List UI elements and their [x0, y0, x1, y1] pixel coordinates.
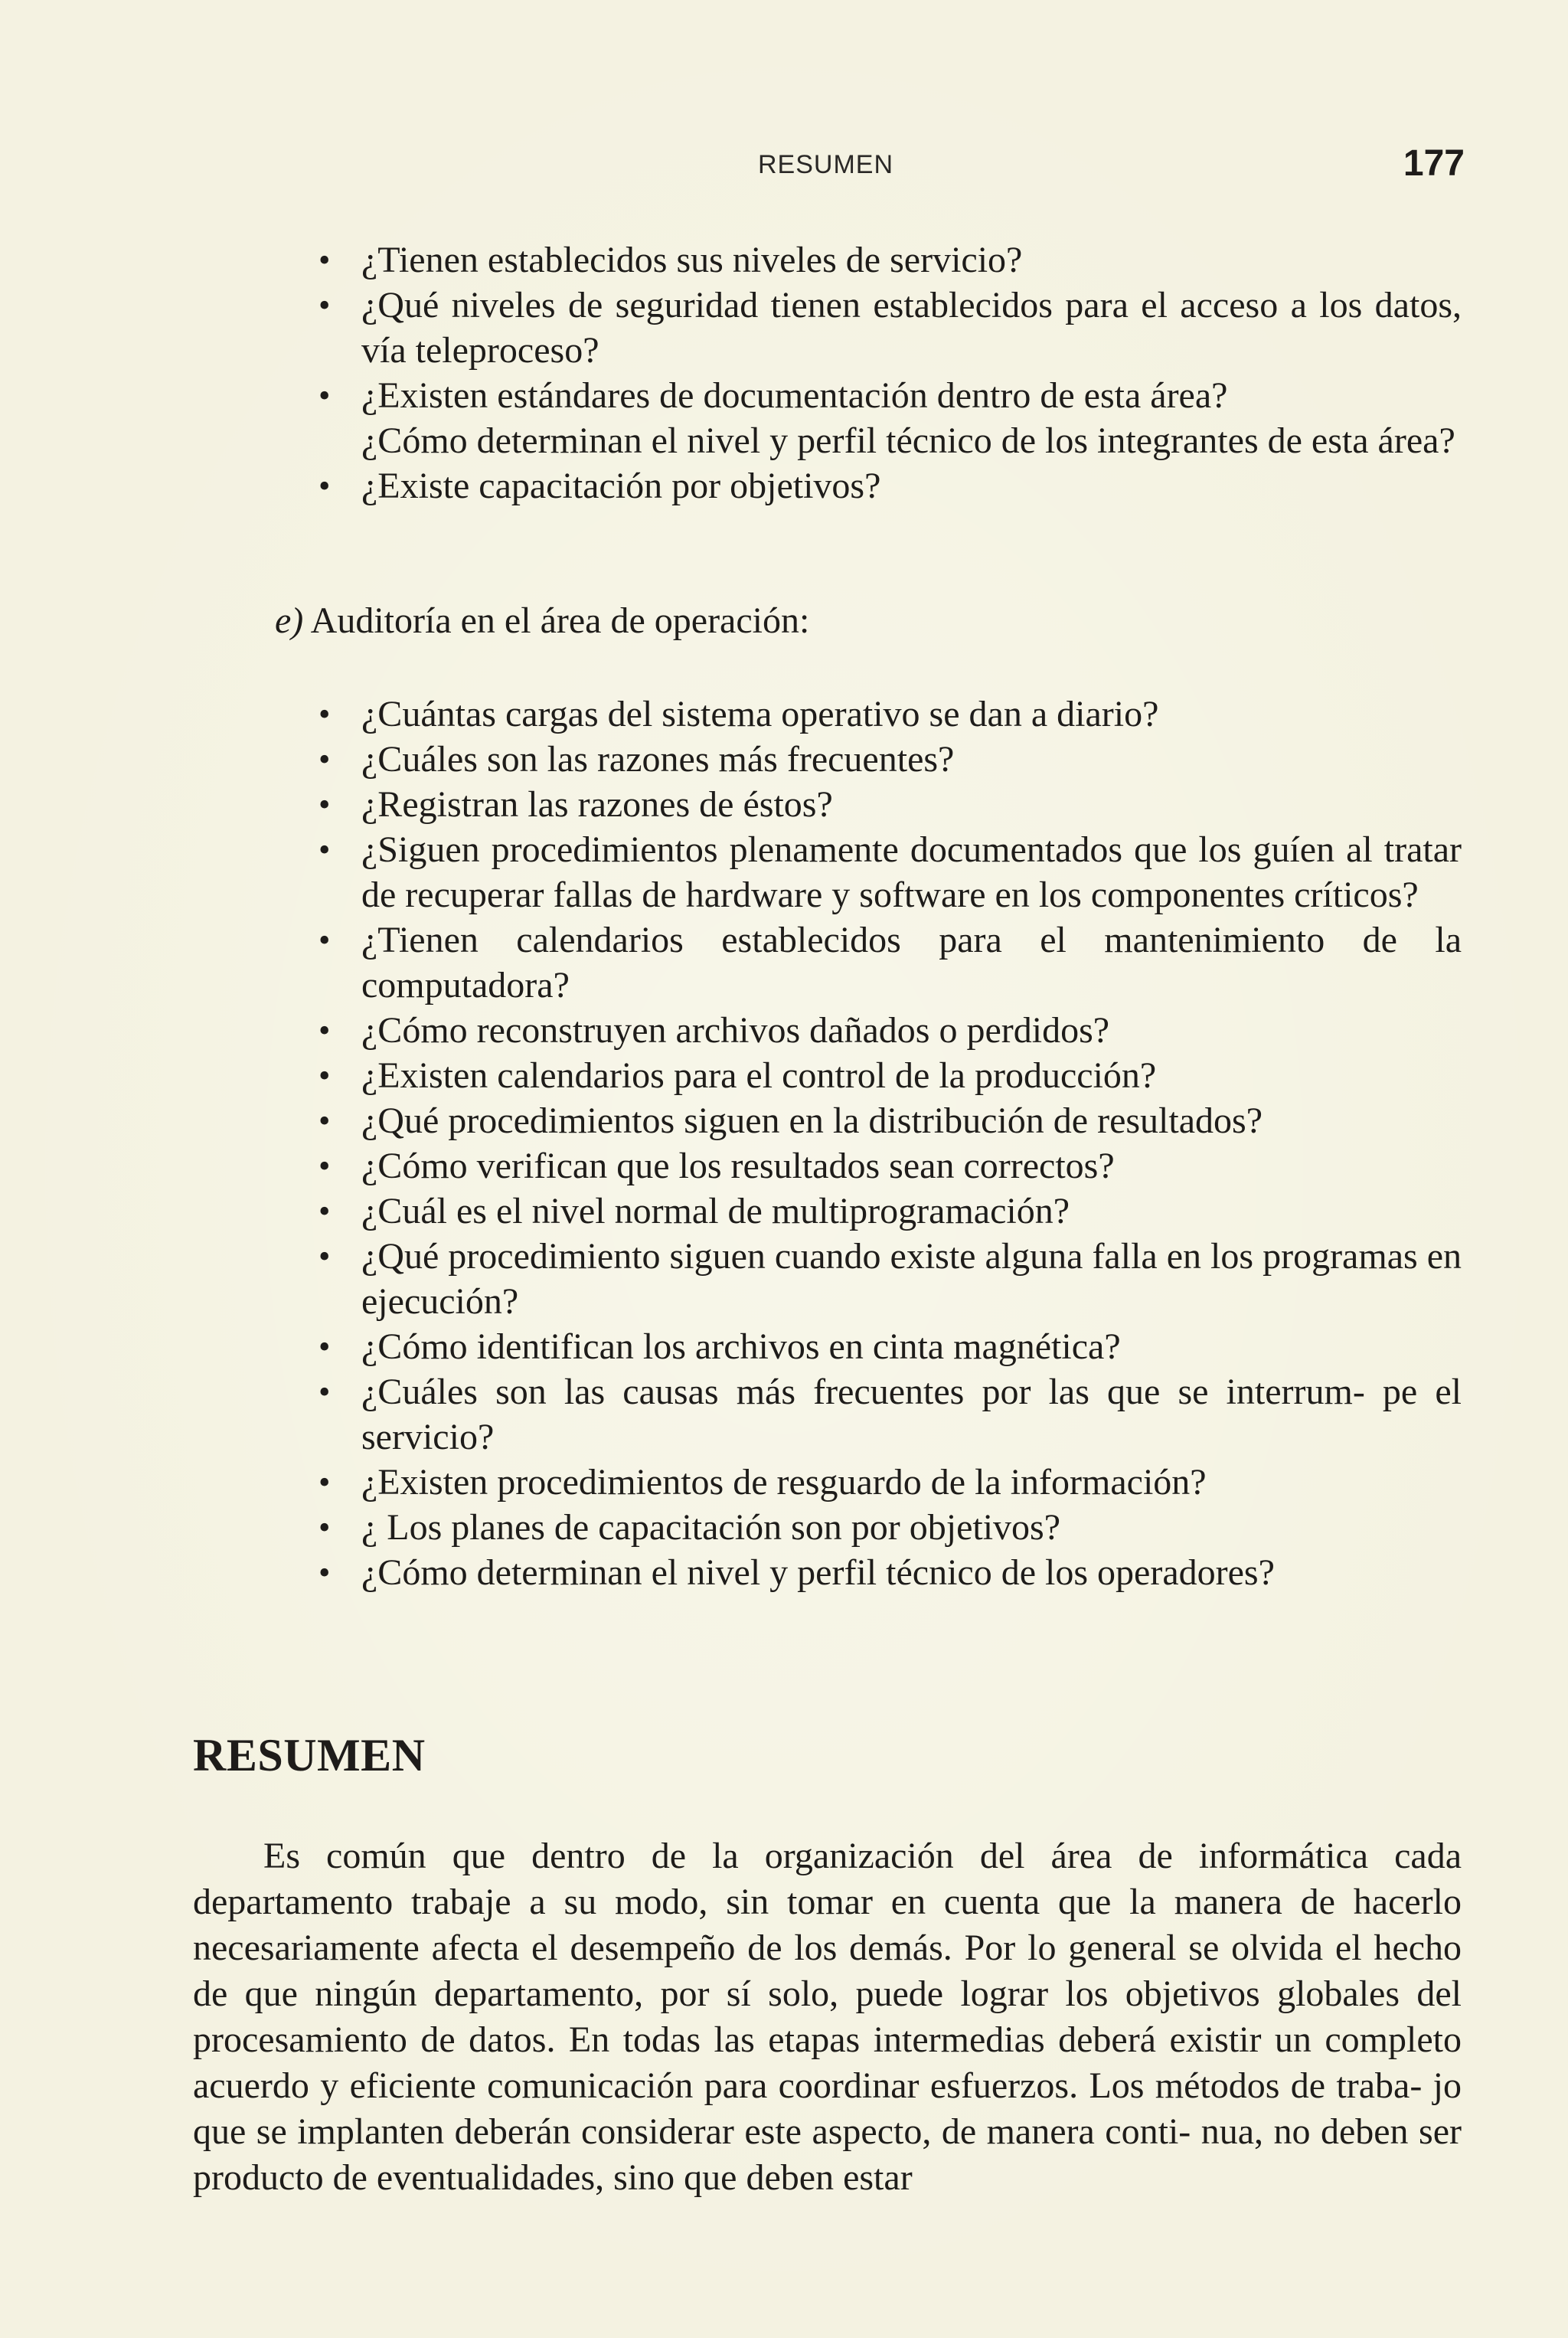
list-item-text: ¿Cuál es el nivel normal de multiprogramación? [361, 1191, 1070, 1231]
list-item-text: ¿Cómo determinan el nivel y perfil técnico de los operadores? [361, 1552, 1275, 1593]
list-item [0, 373, 1462, 418]
summary-paragraph: Es común que dentro de la organización del área de informática cada departamento trabaje a su modo, sin tomar en cuenta que la manera de hacerlo necesariamente afecta el desempeño de los demás. Por lo general se olvida el hecho de que ningún departamento, por sí solo, puede lograr los objetivos globales del procesamiento de datos. En todas las etapas intermedias deberá existir un completo acuerdo y eficiente comunicación para coordinar esfuerzos. Los métodos de traba- jo que se implanten deberán considerar este aspecto, de manera conti- nua, no deben ser producto de eventualidades, sino que deben estar [193, 1836, 1462, 2198]
bullet-icon: • [318, 1554, 331, 1591]
list-item [0, 1143, 1462, 1189]
list-item-text: ¿Qué niveles de seguridad tienen establecidos para el acceso a los datos, vía teleproceso? [361, 285, 1462, 371]
section-title-text: Auditoría en el área de operación: [310, 600, 810, 641]
list-item-text: ¿Tienen establecidos sus niveles de servicio? [361, 240, 1023, 280]
bullet-icon: • [318, 377, 331, 414]
list-item-text: ¿Qué procedimientos siguen en la distribución de resultados? [361, 1100, 1263, 1141]
list-item-text: ¿Cómo reconstruyen archivos dañados o perdidos? [361, 1010, 1110, 1051]
bullet-icon: • [318, 1102, 331, 1140]
list-item [0, 1550, 1462, 1595]
page-number: 177 [1403, 143, 1465, 184]
question-list-top [0, 237, 1568, 508]
bullet-icon: • [318, 1192, 331, 1230]
bullet-icon: • [318, 1509, 331, 1546]
list-item-text: ¿Qué procedimiento siguen cuando existe alguna falla en los programas en ejecución? [361, 1236, 1462, 1322]
list-item [0, 237, 1462, 283]
list-item-text: ¿Existe capacitación por objetivos? [361, 466, 881, 506]
bullet-icon: • [318, 921, 331, 959]
list-item-text: ¿Cuáles son las razones más frecuentes? [361, 739, 955, 780]
list-item [0, 1053, 1462, 1098]
list-item [0, 692, 1462, 737]
bullet-icon: • [318, 695, 331, 733]
list-item-text: ¿Cuántas cargas del sistema operativo se dan a diario? [361, 694, 1159, 734]
list-item [0, 1460, 1462, 1505]
bullet-icon: • [318, 1328, 331, 1365]
list-item-text: ¿Cómo determinan el nivel y perfil técnico de los integrantes de esta área? [361, 420, 1455, 461]
list-item [0, 1369, 1462, 1460]
bullet-icon: • [318, 1147, 331, 1185]
list-item-text: ¿ Los planes de capacitación son por objetivos? [361, 1507, 1061, 1548]
list-item [0, 827, 1462, 917]
list-item [0, 737, 1462, 782]
list-item [0, 782, 1462, 827]
section-letter: e) [275, 600, 304, 641]
list-item [0, 1234, 1462, 1324]
list-item [0, 418, 1462, 463]
bullet-icon: • [318, 1238, 331, 1275]
bullet-icon: • [318, 467, 331, 505]
list-item [0, 1324, 1462, 1369]
list-item-text: ¿Cómo verifican que los resultados sean correctos? [361, 1146, 1115, 1186]
list-item [0, 1505, 1462, 1550]
list-item-text: ¿Siguen procedimientos plenamente documentados que los guíen al tratar de recuperar fallas de hardware y software en los componentes críticos? [361, 829, 1462, 915]
list-item [0, 917, 1462, 1008]
list-item-text: ¿Existen procedimientos de resguardo de la información? [361, 1462, 1207, 1503]
bullet-icon: • [318, 1057, 331, 1094]
list-item-text: ¿Tienen calendarios establecidos para el mantenimiento de la computadora? [361, 920, 1462, 1006]
bullet-icon: • [318, 786, 331, 823]
question-list-operation [0, 692, 1568, 1595]
bullet-icon: • [318, 1012, 331, 1049]
list-item-text: ¿Existen estándares de documentación dentro de esta área? [361, 375, 1228, 416]
list-item [0, 283, 1462, 373]
section-heading: RESUMEN [193, 1730, 426, 1780]
list-item-text: ¿Cuáles son las causas más frecuentes por las que se interrum- pe el servicio? [361, 1372, 1462, 1457]
bullet-icon: • [318, 286, 331, 324]
list-item-text: ¿Registran las razones de éstos? [361, 784, 833, 825]
bullet-icon: • [318, 241, 331, 279]
section-e-title [275, 598, 809, 643]
list-item [0, 1189, 1462, 1234]
bullet-icon: • [318, 831, 331, 868]
list-item-text: ¿Cómo identifican los archivos en cinta magnética? [361, 1326, 1121, 1367]
bullet-icon: • [318, 1373, 331, 1411]
list-item [0, 463, 1462, 508]
running-head: RESUMEN [758, 150, 894, 179]
bullet-icon: • [318, 1463, 331, 1501]
list-item [0, 1098, 1462, 1143]
list-item-text: ¿Existen calendarios para el control de la producción? [361, 1055, 1157, 1096]
list-item [0, 1008, 1462, 1053]
bullet-icon: • [318, 741, 331, 778]
